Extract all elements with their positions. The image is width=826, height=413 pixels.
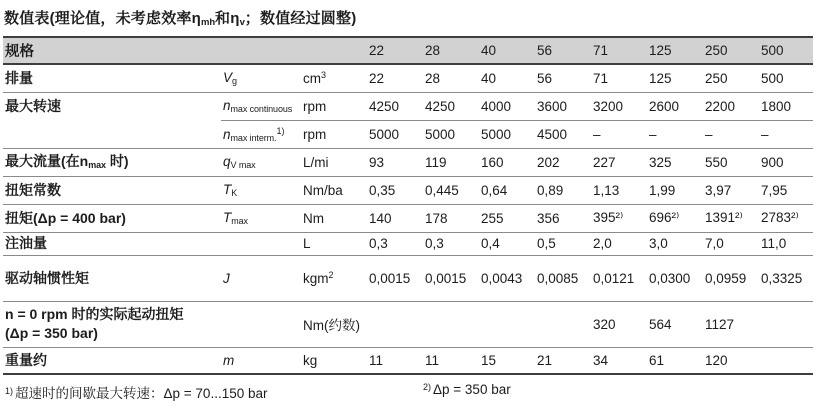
value-cell: 160 [475,148,531,176]
value-cell: 696²⁾ [643,204,699,232]
row-symbol [221,255,301,301]
spec-table-body [3,64,813,374]
row-symbol [221,204,301,232]
row-symbol-subscript: max interm. [230,132,277,143]
value-cell: 0,0015 [419,255,475,301]
row-unit-text: L [303,236,311,251]
value-cell: 3,97 [699,176,755,204]
row-unit [301,204,363,232]
value-cell: 120 [699,347,755,374]
row-label [3,92,221,120]
value-cell: 0,3325 [755,255,813,301]
title-subscript: v [239,17,245,28]
value-cell [363,301,419,347]
header-spec-value: 28 [419,37,475,64]
row-unit-text: L/mi [303,154,329,170]
value-cell: 0,445 [419,176,475,204]
row-unit-text: rpm [303,126,327,142]
value-cell: 5000 [419,120,475,148]
value-cell: 325 [643,148,699,176]
header-spec-value: 56 [531,37,587,64]
value-cell: 0,0015 [363,255,419,301]
footnote-text: Δp = 350 bar [433,382,511,397]
row-symbol-text: V [223,70,233,86]
footnote-mark: 1) [5,386,14,396]
title-text: 和η [215,10,240,27]
spec-table [3,36,813,375]
value-cell: 15 [475,347,531,374]
value-cell: 0,0121 [587,255,643,301]
value-cell: 11 [419,347,475,374]
row-symbol-subscript: V max [230,160,256,170]
row-symbol-subscript: g [232,76,237,87]
row-unit-text: Nm [303,210,324,226]
value-cell: 40 [475,64,531,92]
value-cell: 1,99 [643,176,699,204]
row-symbol-subscript: K [231,188,238,198]
value-cell: 1127 [699,301,755,347]
value-cell: 0,5 [531,232,587,255]
value-cell: 7,0 [699,232,755,255]
value-cell: 564 [643,301,699,347]
value-cell: 7,95 [755,176,813,204]
row-symbol-subscript: max continuous [230,104,293,114]
value-cell: 0,35 [363,176,419,204]
value-cell: 140 [363,204,419,232]
table-row-torque-constant [3,176,813,204]
table-row-starting-torque [3,301,813,347]
row-label [3,204,221,232]
table-row-max-flow [3,148,813,176]
value-cell: 61 [643,347,699,374]
row-symbol-text: q [223,154,231,169]
title-subscript: mh [200,17,216,28]
row-unit-text: cm [303,71,321,87]
value-cell: 11,0 [755,232,813,255]
value-cell: 1800 [755,92,813,120]
header-spec-value: 40 [475,37,531,64]
footnote-pressure [423,382,511,397]
row-label-text: 重量约 [5,351,47,368]
row-symbol [221,64,301,92]
table-row-weight [3,347,813,374]
row-symbol [221,120,301,148]
row-symbol-subscript: max [231,216,248,226]
value-cell: 34 [587,347,643,374]
row-unit [301,255,363,301]
title-text: 数值表(理论值，未考虑效率η [4,10,201,27]
value-cell: 1,13 [587,176,643,204]
row-unit-text: rpm [303,98,327,114]
table-row-max-speed-intermittent [3,120,813,148]
page-title [4,7,826,28]
header-spec-value: 22 [363,37,419,64]
row-unit-superscript: 3 [321,70,327,81]
row-symbol [221,148,301,176]
row-unit [301,176,363,204]
row-label-text: 注油量 [5,235,47,252]
row-unit-text: kg [303,352,318,368]
row-label [3,301,221,347]
value-cell: 320 [587,301,643,347]
value-cell: 119 [419,148,475,176]
row-symbol-text: m [223,352,235,368]
value-cell: 0,0300 [643,255,699,301]
row-symbol-text: n [223,98,231,113]
value-cell [419,301,475,347]
value-cell [475,301,531,347]
value-cell: 4250 [363,92,419,120]
row-label-text: 排量 [5,69,33,86]
value-cell: 550 [699,148,755,176]
row-label-text: 最大转速 [5,97,61,114]
value-cell: 0,0043 [475,255,531,301]
row-label [3,64,221,92]
row-unit-text: kgm [303,271,329,286]
row-symbol [221,232,301,255]
value-cell: 3,0 [643,232,699,255]
value-cell: 28 [419,64,475,92]
row-unit [301,64,363,92]
value-cell: 11 [363,347,419,374]
row-unit [301,232,363,255]
row-symbol [221,92,301,120]
row-symbol-superscript: 1) [276,125,285,136]
footnote-overspeed [5,382,267,402]
row-label [3,176,221,204]
value-cell: 0,89 [531,176,587,204]
table-row-inertia [3,255,813,301]
value-cell: 2,0 [587,232,643,255]
row-unit-text: Nm(约数) [303,318,360,333]
row-label-text: (Δp = 350 bar) [5,325,98,341]
value-cell: 255 [475,204,531,232]
value-cell: – [587,120,643,148]
value-cell: 202 [531,148,587,176]
row-label [3,347,221,374]
value-cell: 3600 [531,92,587,120]
value-cell: 0,64 [475,176,531,204]
value-cell: 22 [363,64,419,92]
title-text: ；数值经过圆整) [244,10,357,27]
header-row [3,37,813,64]
value-cell: – [699,120,755,148]
value-cell: 0,0959 [699,255,755,301]
row-label-text: 时) [105,153,129,170]
value-cell: 4250 [419,92,475,120]
row-symbol-text: T [223,210,232,225]
value-cell: 71 [587,64,643,92]
value-cell: – [755,120,813,148]
value-cell: 2200 [699,92,755,120]
row-symbol-text: J [223,270,230,286]
value-cell: 0,4 [475,232,531,255]
row-symbol [221,301,301,347]
value-cell [755,301,813,347]
value-cell: 93 [363,148,419,176]
value-cell: 0,0085 [531,255,587,301]
value-cell: 1391²⁾ [699,204,755,232]
table-row-oil-fill [3,232,813,255]
table-row-displacement [3,64,813,92]
header-spec-value: 500 [755,37,813,64]
row-unit [301,301,363,347]
row-unit [301,148,363,176]
value-cell: 4000 [475,92,531,120]
table-row-torque [3,204,813,232]
row-label-text: 扭矩(Δp = 400 bar) [5,209,126,226]
value-cell: 227 [587,148,643,176]
row-unit-superscript: 2 [328,270,334,280]
header-spec-value: 250 [699,37,755,64]
value-cell [755,347,813,374]
row-label [3,148,221,176]
value-cell: – [643,120,699,148]
value-cell: 356 [531,204,587,232]
row-label-text: 驱动轴惯性矩 [5,269,89,286]
row-label-text: 扭矩常数 [5,181,61,198]
value-cell: 2783²⁾ [755,204,813,232]
row-label-text: 最大流量(在n [5,153,89,170]
value-cell [531,301,587,347]
value-cell: 0,3 [363,232,419,255]
footnote-text: 超速时的间歇最大转速：Δp = 70...150 bar [15,386,268,401]
row-label [3,120,221,148]
row-unit-text: Nm/ba [303,182,343,198]
value-cell: 395²⁾ [587,204,643,232]
value-cell: 900 [755,148,813,176]
value-cell: 125 [643,64,699,92]
value-cell: 2600 [643,92,699,120]
value-cell: 56 [531,64,587,92]
row-label-text: n = 0 rpm 时的实际起动扭矩 [5,306,184,323]
row-unit [301,347,363,374]
value-cell: 250 [699,64,755,92]
row-symbol [221,176,301,204]
value-cell: 178 [419,204,475,232]
value-cell: 4500 [531,120,587,148]
table-row-max-speed-continuous [3,92,813,120]
footnotes [3,382,813,408]
value-cell: 500 [755,64,813,92]
header-spec-value: 125 [643,37,699,64]
row-symbol [221,347,301,374]
value-cell: 5000 [475,120,531,148]
row-label [3,232,221,255]
value-cell: 3200 [587,92,643,120]
row-unit [301,120,363,148]
row-label-subscript: max [88,160,106,171]
footnote-mark: 2) [423,382,432,392]
header-spec-label: 规格 [3,37,363,64]
value-cell: 21 [531,347,587,374]
row-symbol-text: T [223,182,232,197]
header-spec-value: 71 [587,37,643,64]
row-unit [301,92,363,120]
row-label [3,255,221,301]
row-symbol-text: n [223,126,231,142]
value-cell: 5000 [363,120,419,148]
value-cell: 0,3 [419,232,475,255]
